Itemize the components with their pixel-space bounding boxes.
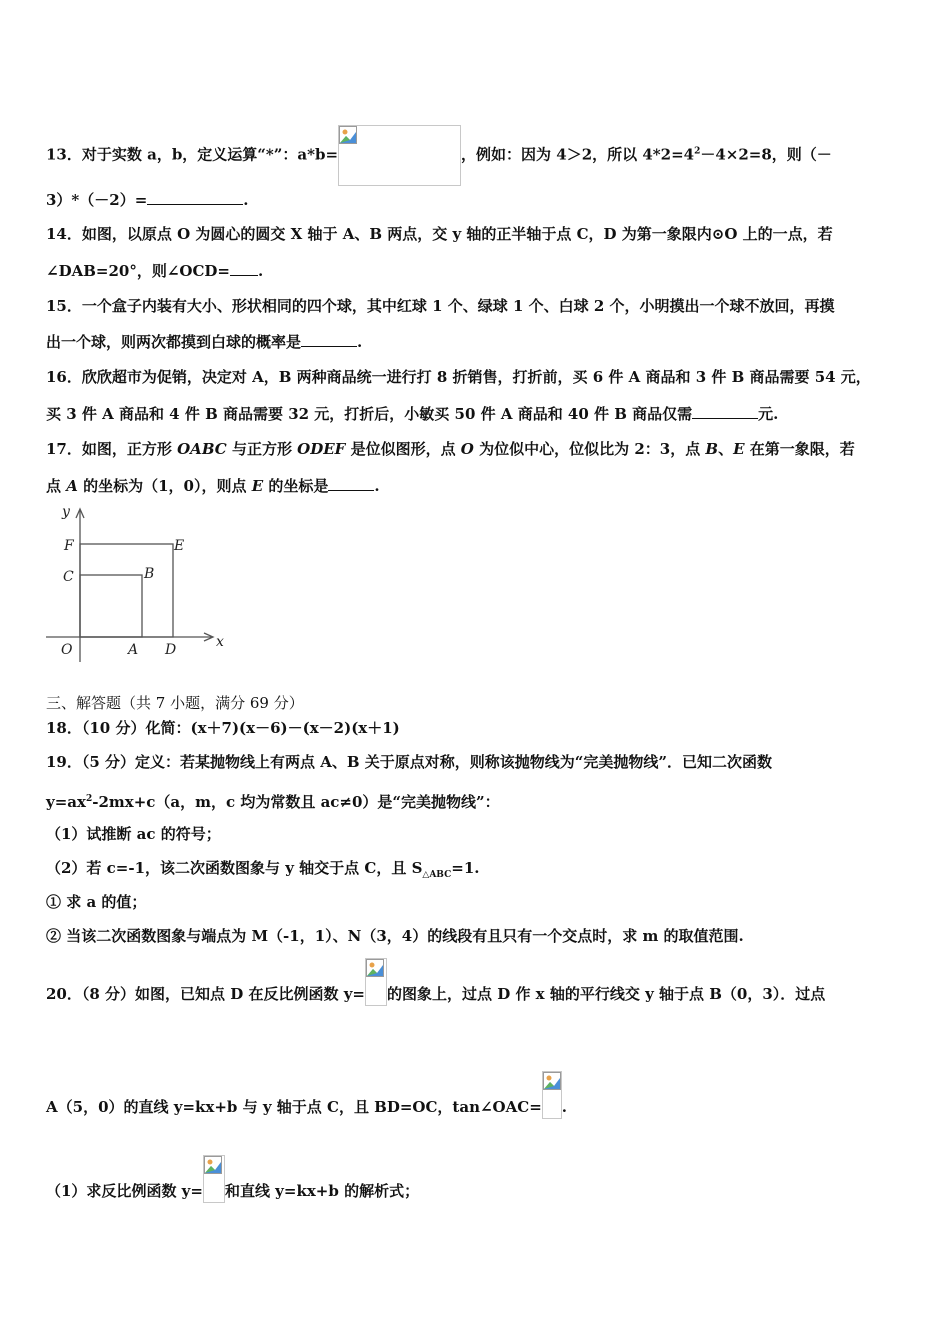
- q13-text-e: .: [243, 191, 249, 209]
- q13-text-a: 13．对于实数 a，b，定义运算“*”：a*b=: [46, 145, 339, 164]
- answer-blank: [301, 332, 357, 347]
- q19-text: 19．（5 分）定义：若某抛物线上有两点 A、B 关于原点对称，则称该抛物线为“完美抛物线”．已知二次函数: [46, 753, 773, 771]
- square-oabc: [80, 575, 142, 637]
- q15-text-1: 15．一个盒子内装有大小、形状相同的四个球，其中红球 1 个、绿球 1 个、白球 2 个，小明摸出一个球不放回，再摸: [46, 297, 835, 315]
- q13-text-b: ，例如：因为 4＞2，所以 4*2=4: [461, 145, 695, 164]
- label-e: E: [174, 538, 185, 554]
- broken-image-icon: [543, 1072, 561, 1090]
- q19-text: ② 当该二次函数图象与端点为 M（-1，1）、N（3，4）的线段有且只有一个交点时，求 m 的取值范围.: [46, 927, 744, 945]
- q18-line: [46, 718, 400, 738]
- q17-e: E: [733, 440, 745, 458]
- label-y: y: [62, 504, 70, 520]
- q14-text-2b: .: [258, 262, 264, 280]
- q17-a: A: [66, 477, 78, 495]
- q17-text: 是位似图形，点: [345, 440, 461, 458]
- q13-sup: 2: [694, 146, 701, 157]
- q19-line1: [46, 752, 772, 772]
- q17-odef: ODEF: [297, 440, 346, 458]
- q17-text: 的坐标为（1，0），则点: [77, 477, 252, 495]
- q16-text-2a: 买 3 件 A 商品和 4 件 B 商品需要 32 元，打折后，小敏买 50 件 A 商品和 40 件 B 商品仅需: [46, 405, 693, 423]
- q16-text-1: 16．欣欣超市为促销，决定对 A，B 两种商品统一进行打 8 折销售，打折前，买 6 件 A 商品和 3 件 B 商品需要 54 元，: [46, 368, 871, 386]
- q20-text: 和直线 y=kx+b 的解析式；: [224, 1182, 420, 1200]
- q19-text: ① 求 a 的值；: [46, 893, 147, 911]
- answer-blank: [328, 476, 374, 491]
- broken-image-icon: [366, 959, 384, 977]
- q15-text-2a: 出一个球，则两次都摸到白球的概率是: [46, 333, 302, 351]
- q19-sup: 2: [85, 794, 93, 804]
- q13-line2: [46, 190, 249, 210]
- broken-image-icon: [204, 1156, 222, 1174]
- q17-b: B: [705, 440, 719, 458]
- broken-image-formula: [365, 958, 387, 1006]
- q20-line2: [46, 1097, 567, 1119]
- q19-text: -2mx+c（a，m，c 均为常数且 ac≠0）是“完美抛物线”：: [92, 793, 500, 811]
- q14-line1: [46, 224, 833, 244]
- q19-text: =1.: [451, 859, 480, 877]
- broken-image-formula: [542, 1071, 562, 1119]
- q17-text: 与正方形: [226, 440, 298, 458]
- q17-o: O: [460, 440, 474, 458]
- q17-text: 在第一象限，若: [744, 440, 855, 458]
- q17-text: 为位似中心，位似比为 2：3，点: [473, 440, 706, 458]
- q19-text: （1）试推断 ac 的符号；: [46, 825, 221, 843]
- label-d: D: [165, 642, 177, 658]
- q17-text: 点: [46, 477, 67, 495]
- section-heading: [46, 693, 304, 713]
- section-heading-text: 三、解答题（共 7 小题，满分 69 分）: [46, 694, 304, 712]
- q18-text: 18．（10 分）化简：(x＋7)(x－6)－(x－2)(x＋1): [46, 719, 400, 737]
- q14-text-1: 14．如图，以原点 O 为圆心的圆交 X 轴于 A、B 两点，交 y 轴的正半轴于点 C，D 为第一象限内⊙O 上的一点，若: [46, 225, 833, 243]
- q14-line2: [46, 261, 263, 281]
- q19-text: y=ax: [46, 793, 86, 811]
- q19-line3: [46, 824, 221, 844]
- q20-line1: [46, 984, 825, 1006]
- q20-text: （1）求反比例函数 y=: [46, 1182, 203, 1200]
- q13-text-d: 3）*（－2）=: [46, 191, 148, 209]
- broken-image-formula: [338, 125, 461, 186]
- answer-blank: [147, 190, 243, 205]
- q16-line1: [46, 367, 871, 387]
- broken-image-icon: [339, 126, 357, 144]
- label-o: O: [61, 642, 73, 658]
- answer-blank: [230, 261, 258, 276]
- q17-line2: [46, 476, 380, 496]
- q17-text: 、: [718, 440, 734, 458]
- q19-text: （2）若 c=-1，该二次函数图象与 y 轴交于点 C，且 S: [46, 859, 423, 877]
- square-odef: [80, 544, 173, 637]
- q15-line2: [46, 332, 362, 352]
- q19-line2: [46, 789, 500, 812]
- q16-line2: [46, 404, 778, 424]
- label-b: B: [144, 566, 155, 582]
- q20-text: 20．（8 分）如图，已知点 D 在反比例函数 y=: [46, 985, 365, 1003]
- q15-text-2b: .: [357, 333, 363, 351]
- q17-text: 17．如图，正方形: [46, 440, 178, 458]
- label-f: F: [64, 538, 74, 554]
- q19-line5: [46, 892, 146, 912]
- q13-text-c: －4×2=8，则（－: [700, 145, 832, 164]
- label-x: x: [216, 634, 224, 650]
- q15-line1: [46, 296, 835, 316]
- q17-oabc: OABC: [177, 440, 227, 458]
- broken-image-formula: [203, 1155, 225, 1203]
- q17-figure: [42, 502, 232, 664]
- q17-text: .: [374, 477, 380, 495]
- q17-e2: E: [251, 477, 264, 495]
- q20-text: .: [561, 1098, 568, 1116]
- q16-text-2b: 元.: [758, 405, 779, 423]
- q17-text: 的坐标是: [263, 477, 329, 495]
- q20-text: 的图象上，过点 D 作 x 轴的平行线交 y 轴于点 B（0，3）．过点: [387, 985, 826, 1003]
- q13-line1: [46, 125, 832, 186]
- q19-line6: [46, 926, 744, 946]
- q20-text: A（5，0）的直线 y=kx+b 与 y 轴于点 C，且 BD=OC，tan∠OAC=: [46, 1098, 542, 1116]
- q19-line4: [46, 858, 479, 885]
- q20-line3: [46, 1181, 419, 1203]
- q14-text-2a: ∠DAB=20°，则∠OCD=: [46, 262, 230, 280]
- q17-line1: [46, 439, 855, 459]
- q19-sub: △ABC: [422, 870, 452, 880]
- answer-blank: [692, 404, 758, 419]
- label-c: C: [63, 569, 74, 585]
- label-a: A: [128, 642, 139, 658]
